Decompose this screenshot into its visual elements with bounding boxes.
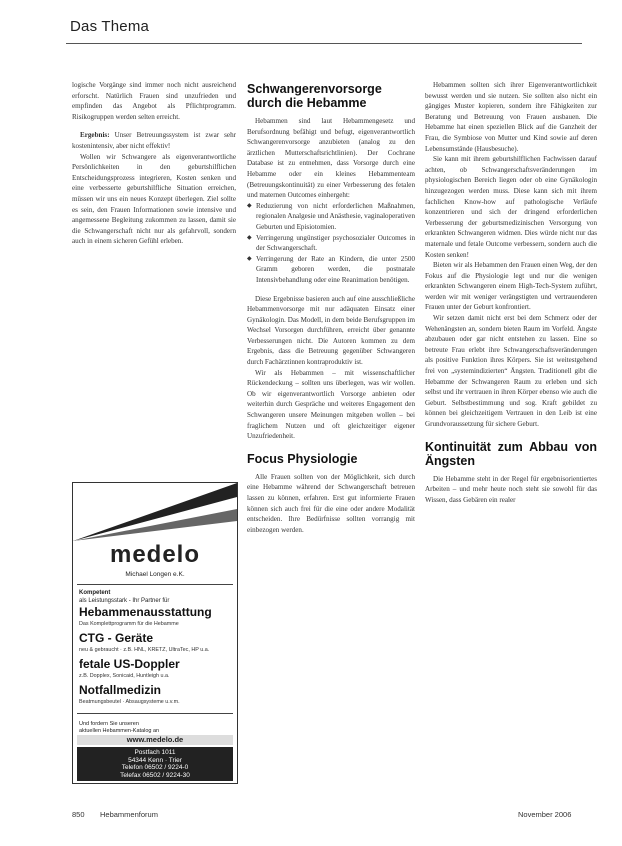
divider (77, 713, 233, 714)
paragraph: Sie kann mit ihrem geburtshilflichen Fachwissen darauf achten, ob Schwangerschaftsveränderungen im physiologischen Bereich liegen oder ob eine Gynäkologin hinzugezogen werden muss. Diese kann sich mit ihrem fachlichen Know-how auf pathologische Verläufe konzentrieren und sich der dringend erforderlichen Verbesserung der geburtsmedizinischen Versorgung von erkrankten Schwangeren widmen. Dies würde nicht nur das maternale und fetale Outcome verbessern, sondern auch die Kosten senken! (425, 155, 597, 259)
product-sub: z.B. Dopplex, Sonicaid, Huntleigh u.a. (79, 673, 170, 679)
paragraph (72, 130, 236, 151)
section-heading: Schwangerenvorsorge durch die Hebamme (247, 82, 382, 110)
address-line: 54344 Kenn · Trier (128, 756, 182, 764)
product-sub: Beatmungsbeutel · Absaugsysteme u.v.m. (79, 699, 180, 705)
page-number: 850 (72, 810, 85, 819)
paragraph: Hebammen sind laut Hebammengesetz und Berufsordnung befähigt und befugt, eigenverantwortlich Schwangerenvorsorge anzubieten (analog zu den ärztlichen Mutterschaftsrichtlinien). Der Cochrane Database ist zu entnehmen, dass Vorsorge durch eine Hebamme oder ein kleines Hebammenteam (Betreuungskontinuität) zu einer Verbesserung des fetalen und maternen Outcomes einhergeht: (247, 117, 415, 200)
address-line: Postfach 1011 (134, 749, 176, 756)
contact-block (77, 747, 233, 781)
paragraph: Wollen wir Schwangere als eigenverantwortliche Persönlichkeiten in den geburtshilflichen Entscheidungsprozess integrieren, Kosten senken und eine verbesserte geburtshilfliche Situation erreichen, müssen wir uns ein neues Konzept überlegen. Ziel sollte es sein, den Frauen Informationen sowie intensive und angemessene Begleitung zukommen zu lassen, damit sie die Schwangerschaft nicht nur als gefahrvoll, sondern auch in einem sicheren Gefühl erleben. (72, 152, 236, 246)
phone: Telefon 06502 / 9224-0 (121, 764, 189, 771)
product-sub: Das Komplettprogramm für die Hebamme (79, 621, 179, 627)
section-heading: Kontinuität zum Abbau von Ängsten (425, 439, 597, 468)
column-1 (72, 80, 236, 247)
paragraph-text: Unser Betreuungssystem ist zwar sehr kostenintensiv, aber nicht effektiv! (72, 131, 236, 150)
paragraph: Alle Frauen sollten von der Möglichkeit, sich durch eine Hebamme während der Schwangerschaft betreuen lassen zu können, erfahren. Erst gut informierte Frauen können sich auch frei für die eine oder andere Modalität entscheiden. Ihre Bedürfnisse sollten vorrangig mit einbezogen werden. (247, 472, 415, 534)
column-2 (247, 80, 415, 535)
paragraph: Bieten wir als Hebammen den Frauen einen Weg, der den Fokus auf die Physiologie legt und nur die wenigen erkrankten Schwangeren einem High-Tech-System zuführt, werden wir mit weniger verängstigten und vertrauenderen Frauen unter der Geburt konfrontiert. (425, 261, 597, 312)
tagline (79, 589, 169, 605)
catalog-note (79, 721, 159, 735)
company-owner: Michael Longen e.K. (125, 571, 185, 578)
bullet-item: ◆ Verringerung der Rate an Kindern, die unter 2500 Gramm geboren werden, die postnatale Intensivbehandlung oder eine Reanimation benötigen. (247, 254, 415, 286)
medelo-advertisement (72, 482, 238, 784)
bullet-item: ◆ Reduzierung von nicht erforderlichen Maßnahmen, regionalen Analgesie und Anästhesie, vaginaloperativen Geburten und Episiotomien. (247, 201, 415, 233)
issue-date: November 2006 (518, 810, 572, 819)
column-3 (425, 80, 597, 505)
roof-graphic (73, 483, 237, 541)
tagline-title: Kompetent (79, 590, 111, 596)
divider (77, 584, 233, 585)
paragraph: logische Vorgänge sind immer noch nicht ausreichend erforscht. Natürlich Frauen sind unzufrieden und empfinden das Angebot als Pflichtprogramm. Risikogruppen werden selten erreicht. (72, 81, 236, 121)
journal-name: Hebammenforum (100, 810, 158, 819)
paragraph: Wir als Hebammen – mit wissenschaftlicher Rückendeckung – sollten uns überlegen, was wir wollen. Ob wir eigenverantwortlich Vorsorge anbieten oder weiterhin durch Gespräche und weiteres Engagement den Schwangeren unsere Meinungen mitgeben wollen – bei fraglichem Nutzen und oft gleichzeitiger eigener Unzufriedenheit. (247, 368, 415, 441)
header-divider (66, 43, 582, 44)
paragraph: Diese Ergebnisse basieren auch auf eine ausschließliche Hebammenvorsorge mit nur adäquaten Einsatz einer Gynäkologin. Das Modell, in dem beide Berufsgruppen im Wechsel Vorsorgen durchführen, erreicht über genannte Verbesserungen nicht. Die Autoren kommen zu dem Ergebnis, dass die Betreuung gegenüber Schwangeren durch Fachärztinnen kontraproduktiv ist. (247, 294, 415, 367)
section-header: Das Thema (70, 18, 150, 35)
product-sub: neu & gebraucht · z.B. HNL, KRETZ, UltraTec, HP u.a. (79, 647, 210, 653)
fax: Telefax 06502 / 9224-30 (120, 771, 190, 779)
catalog-note-line: Und fordern Sie unseren (79, 721, 139, 727)
tagline-sub: als Leistungsstark - Ihr Partner für (79, 598, 170, 604)
website-link[interactable]: www.medelo.de (77, 735, 233, 745)
section-heading: Focus Physiologie (247, 451, 358, 466)
product-heading: CTG - Geräte (79, 631, 154, 645)
paragraph: Hebammen sollten sich ihrer Eigenverantwortlichkeit bewusst werden und sie nutzen. Sie sollten also nicht ein gängiges Muster kopieren, sondern ihre Fähigkeiten zur Beratung und Betreuung von Frauen ausbauen. Die Hebamme hat einen speziellen Blick auf die Ganzheit der Frau, die Symbiose von Mutter und Kind sowie auf deren Lebensumstände (Hausbesuche). (425, 81, 597, 153)
catalog-note-line: aktuellen Hebammen-Katalog an (79, 728, 160, 734)
paragraph: Wir setzen damit nicht erst bei dem Schmerz oder der Wehenängsten an, sondern bieten Raum im Vorfeld. Ängste abzubauen oder gar nicht entstehen zu lassen. Eine so betreute Frau erlebt ihre Schwangerschaftsveränderungen als positive Funktion ihres Körpers. Sie ist weitestgehend frei von „systemindizierten“ Ängsten. Traditionell gibt die Hebamme der Schwangeren Raum zu erleben und sich selbst und ihr vertrauen in ihren Körper ebenso wie auch die Geburt. Selbstbestimmung und sog. Kraft gebildet zu können bei gleichzeitigem Vertrauen in den Leib ist eine Grundvoraussetzung für sichere Geburt. (425, 314, 597, 428)
brand-logo: medelo (109, 541, 201, 568)
product-heading: Notfallmedizin (79, 683, 162, 697)
bullet-item: ◆ Verringerung ungünstiger psychosozialer Outcomes in der Schwangerschaft. (247, 233, 415, 254)
paragraph: Die Hebamme steht in der Regel für ergebnisorientiertes Arbeiten – und mehr heute noch steht sie sowohl für das Wissen, dass Gebären ein realer (425, 474, 597, 504)
product-heading: Hebammenausstattung (79, 605, 212, 619)
emphasis: Ergebnis: (80, 131, 110, 140)
product-heading: fetale US-Doppler (79, 657, 180, 671)
